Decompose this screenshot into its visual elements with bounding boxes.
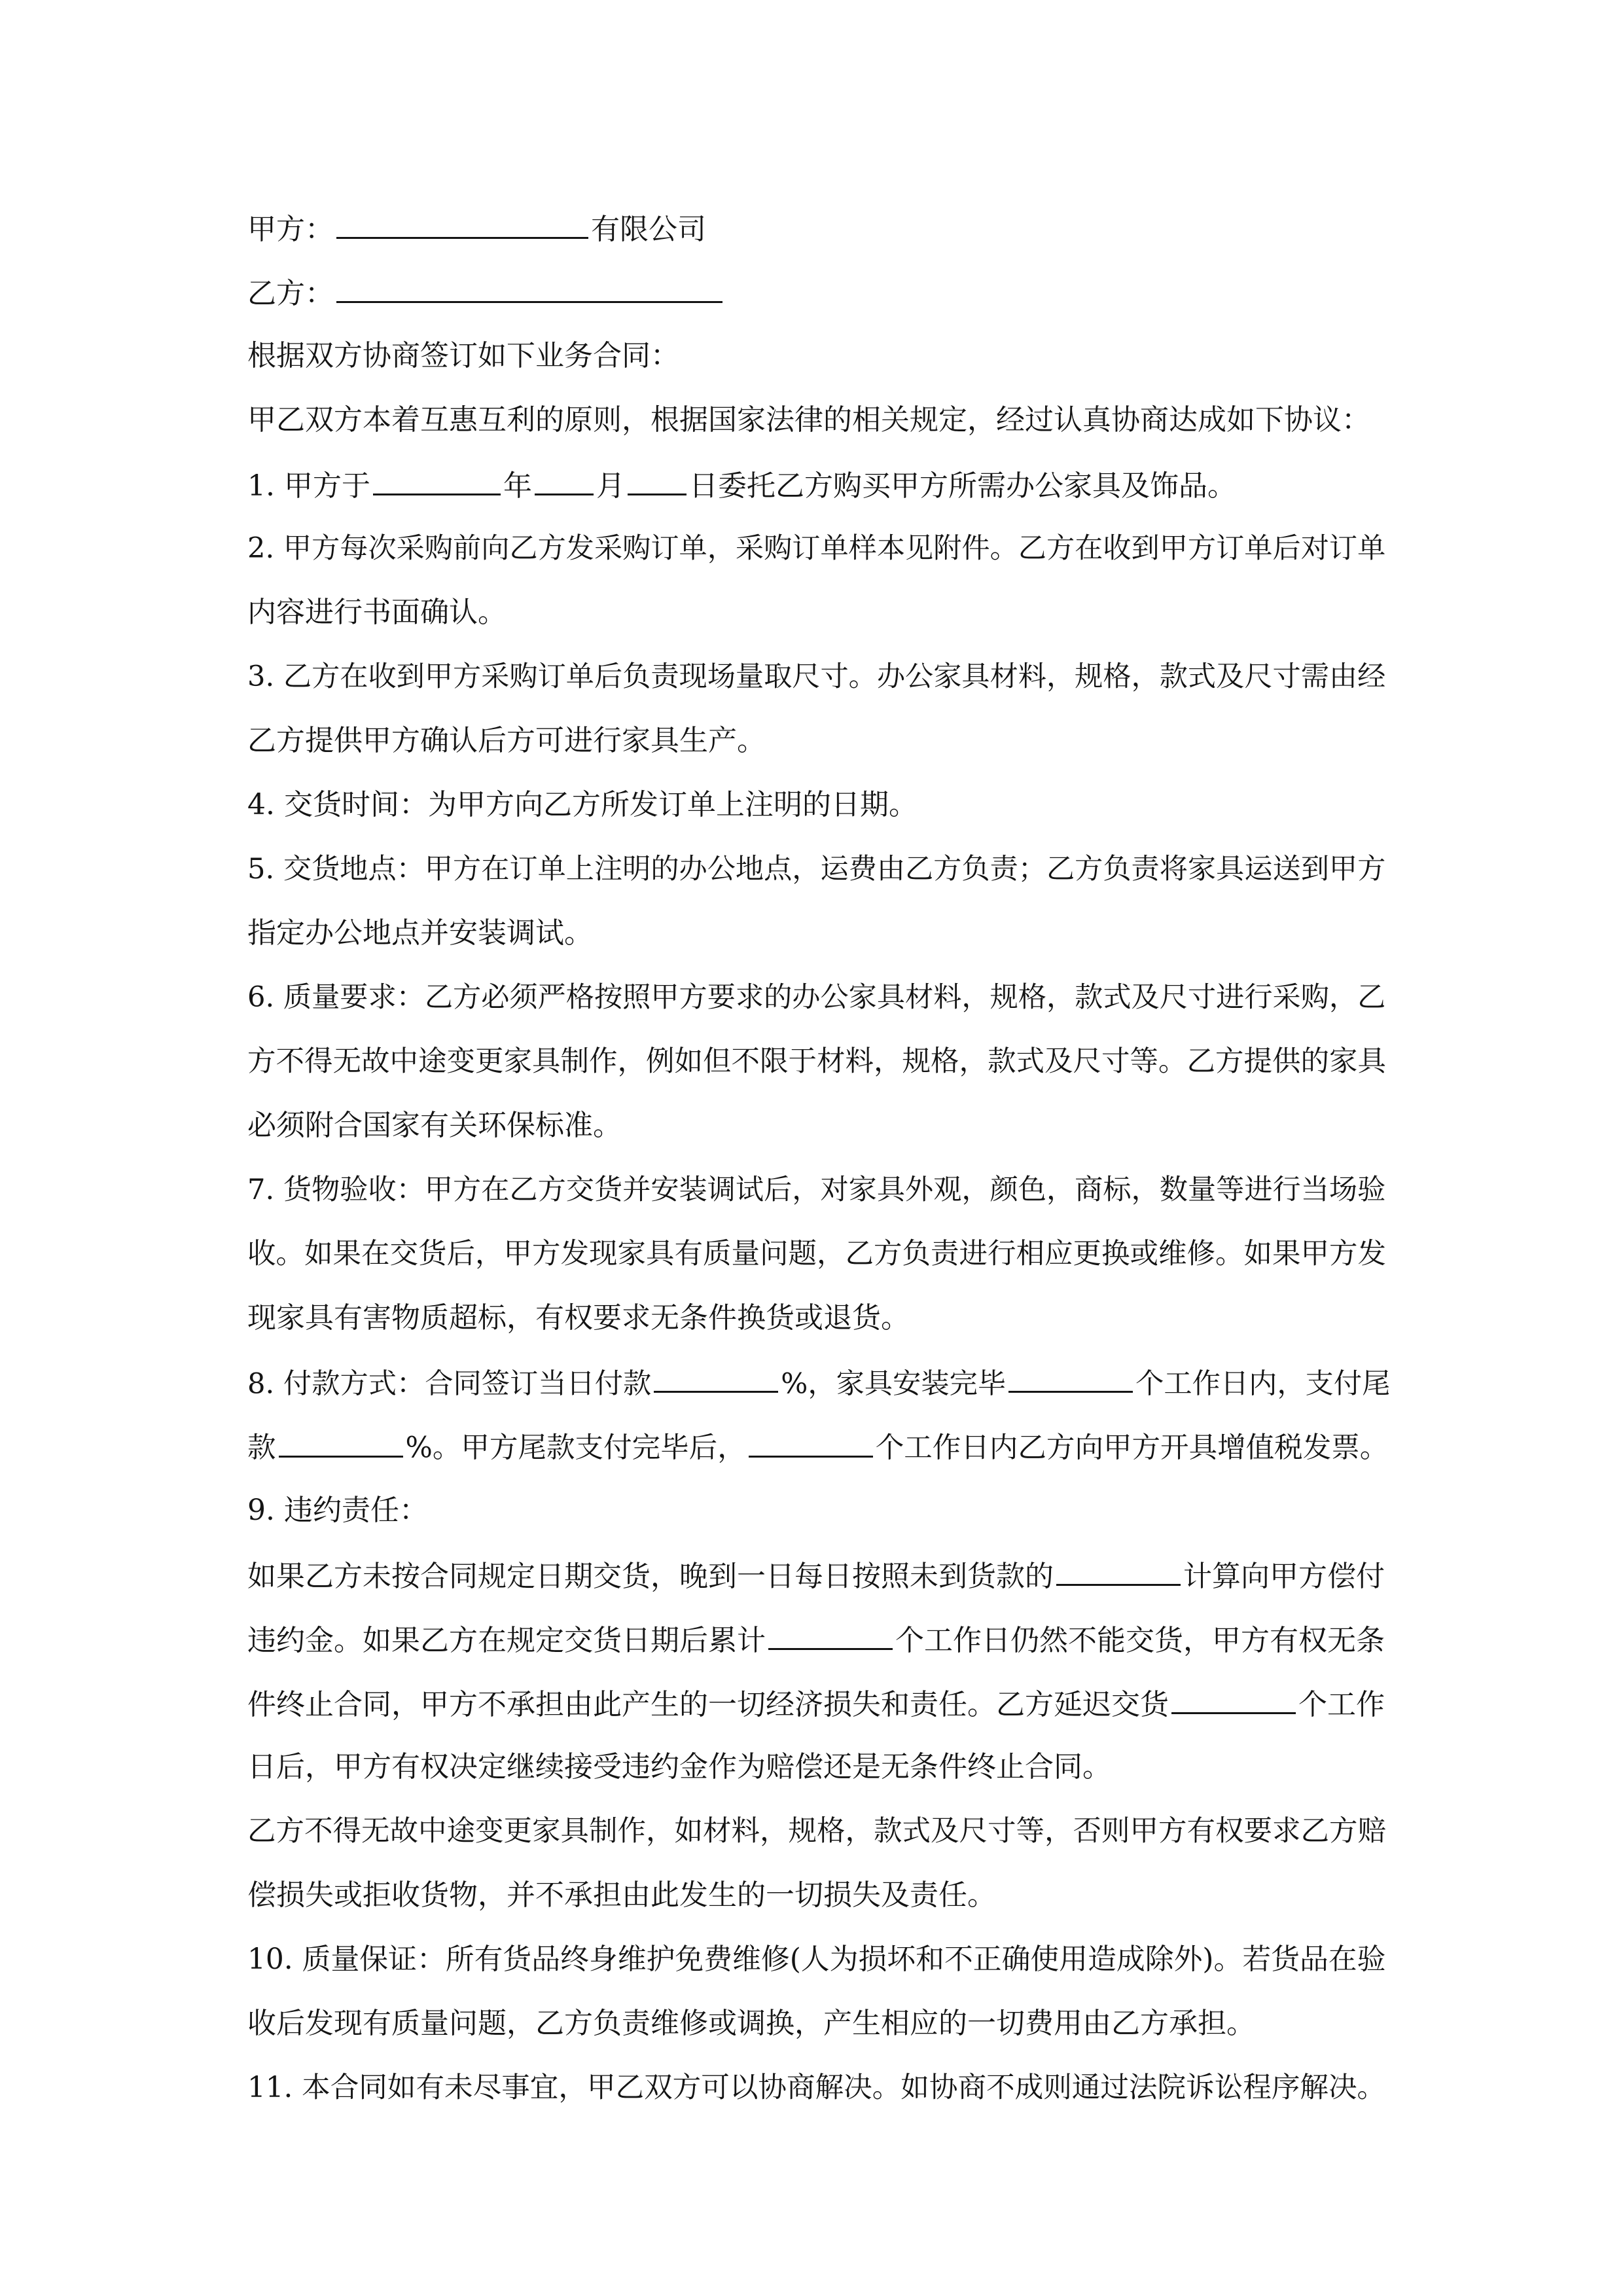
clause-6-line-3: 必须附合国家有关环保标准。 (247, 1109, 622, 1142)
month-blank (535, 465, 594, 495)
clause-8-text: 款 (247, 1431, 276, 1465)
clause-8-line-1 (247, 1363, 1391, 1403)
clause-9-text: 个工作 (1298, 1688, 1385, 1721)
clause-6-line-2: 方不得无故中途变更家具制作，例如但不限于材料，规格，款式及尺寸等。乙方提供的家具 (247, 1045, 1386, 1078)
clause-5-line-1: 5. 交货地点：甲方在订单上注明的办公地点，运费由乙方负责；乙方负责将家具运送到甲方 (247, 853, 1386, 886)
clause-1-rest: 日委托乙方购买甲方所需办公家具及饰品。 (688, 469, 1236, 503)
clause-9-text: 计算向甲方偿付 (1183, 1560, 1385, 1593)
party-b-name-blank (336, 272, 722, 303)
clause-3-line-2: 乙方提供甲方确认后方可进行家具生产。 (247, 724, 766, 757)
clause-9-text: 个工作日仍然不能交货，甲方有权无条 (895, 1624, 1385, 1657)
clause-9-title: 9. 违约责任： (247, 1494, 428, 1527)
clause-11-line-1: 11. 本合同如有未尽事宜，甲乙双方可以协商解决。如协商不成则通过法院诉讼程序解决。 (247, 2072, 1386, 2104)
clause-8-text: %。甲方尾款支付完毕后， (405, 1431, 746, 1465)
clause-9-p1-line-3 (247, 1683, 1386, 1725)
party-a-line (247, 208, 1386, 249)
clause-3-line-1: 3. 乙方在收到甲方采购订单后负责现场量取尺寸。办公家具材料，规格，款式及尺寸需由经 (247, 660, 1386, 693)
clause-9-p1-line-1 (247, 1555, 1386, 1596)
clause-7-line-3: 现家具有害物质超标，有权要求无条件换货或退货。 (247, 1301, 910, 1335)
clause-10-line-1: 10. 质量保证：所有货品终身维护免费维修(人为损坏和不正确使用造成除外)。若货品在验 (247, 1943, 1386, 1976)
day-blank (628, 465, 687, 495)
clause-4-line-1: 4. 交货时间：为甲方向乙方所发订单上注明的日期。 (247, 788, 918, 821)
clause-5-line-2: 指定办公地点并安装调试。 (247, 916, 593, 950)
clause-8-text: %，家具安装完毕 (781, 1367, 1007, 1401)
clause-8-text: 个工作日内，支付尾 (1135, 1367, 1391, 1401)
month-label: 月 (596, 469, 625, 503)
clause-8-text: 8. 付款方式：合同签订当日付款 (247, 1367, 652, 1401)
party-a-suffix: 有限公司 (591, 213, 706, 246)
clause-1-prefix: 1. 甲方于 (247, 469, 370, 503)
late-delivery-days-blank (1171, 1683, 1296, 1714)
down-payment-percent-blank (654, 1363, 778, 1393)
party-a-label: 甲方： (247, 213, 334, 246)
balance-days-blank (1008, 1363, 1133, 1393)
clause-8-line-2 (247, 1427, 1389, 1468)
delay-days-blank (768, 1619, 893, 1650)
clause-2-line-1: 2. 甲方每次采购前向乙方发采购订单，采购订单样本见附件。乙方在收到甲方订单后对订单 (247, 532, 1386, 565)
clause-9-text: 件终止合同，甲方不承担由此产生的一切经济损失和责任。乙方延迟交货 (247, 1688, 1169, 1721)
invoice-days-blank (749, 1427, 873, 1458)
clause-2-line-2: 内容进行书面确认。 (247, 596, 507, 629)
clause-6-line-1: 6. 质量要求：乙方必须严格按照甲方要求的办公家具材料，规格，款式及尺寸进行采购，乙 (247, 981, 1386, 1014)
clause-9-p2-line-1: 乙方不得无故中途变更家具制作，如材料，规格，款式及尺寸等，否则甲方有权要求乙方赔 (247, 1815, 1386, 1848)
balance-percent-blank (279, 1427, 403, 1458)
clause-9-text: 如果乙方未按合同规定日期交货，晚到一日每日按照未到货款的 (247, 1560, 1054, 1593)
clause-7-line-1: 7. 货物验收：甲方在乙方交货并安装调试后，对家具外观，颜色，商标，数量等进行当场验 (247, 1174, 1386, 1206)
intro-line-1: 根据双方协商签订如下业务合同： (247, 339, 679, 372)
year-label: 年 (503, 469, 532, 503)
intro-line-2: 甲乙双方本着互惠互利的原则，根据国家法律的相关规定，经过认真协商达成如下协议： (247, 403, 1370, 437)
clause-10-line-2: 收后发现有质量问题，乙方负责维修或调换，产生相应的一切费用由乙方承担。 (247, 2007, 1255, 2040)
clause-9-text: 违约金。如果乙方在规定交货日期后累计 (247, 1624, 766, 1657)
clause-9-p1-line-2 (247, 1619, 1386, 1660)
penalty-rate-blank (1056, 1555, 1181, 1586)
clause-9-p2-line-2: 偿损失或拒收货物，并不承担由此发生的一切损失及责任。 (247, 1878, 996, 1912)
party-b-line (247, 272, 1386, 314)
party-a-name-blank (336, 208, 588, 239)
year-blank (373, 465, 501, 495)
clause-7-line-2: 收。如果在交货后，甲方发现家具有质量问题，乙方负责进行相应更换或维修。如果甲方发 (247, 1238, 1386, 1270)
clause-1 (247, 465, 1386, 506)
clause-8-text: 个工作日内乙方向甲方开具增值税发票。 (875, 1431, 1389, 1465)
party-b-label: 乙方： (247, 277, 334, 310)
clause-9-p1-line-4: 日后，甲方有权决定继续接受违约金作为赔偿还是无条件终止合同。 (247, 1750, 1111, 1784)
